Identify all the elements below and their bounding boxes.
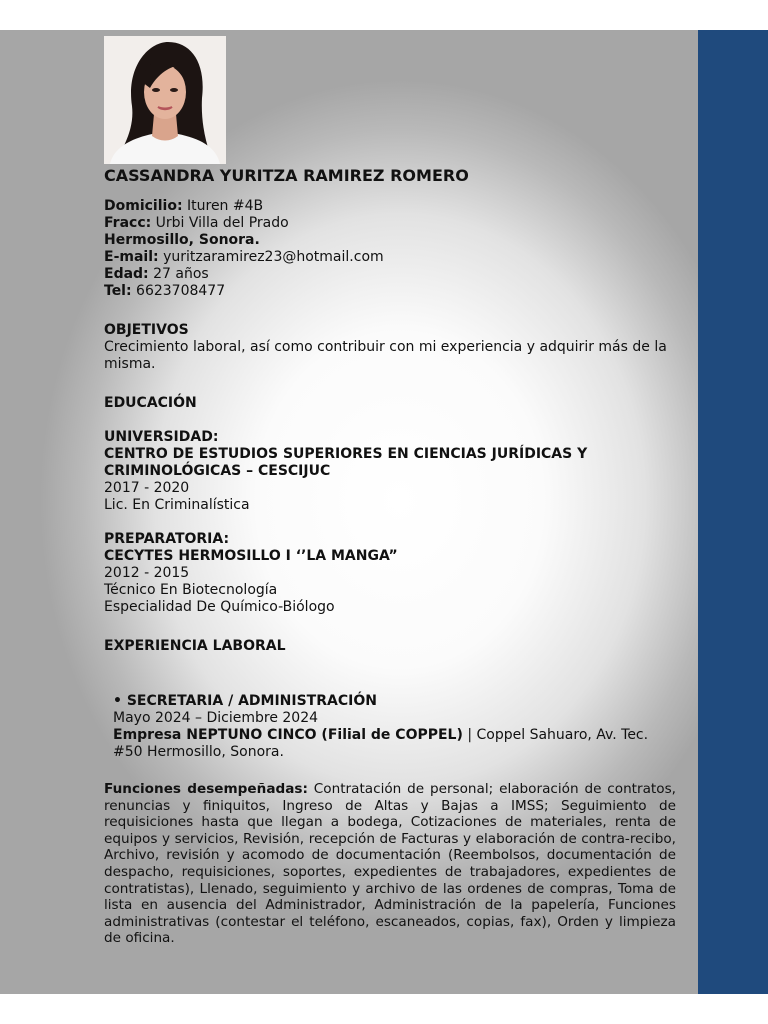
highschool-school: CECYTES HERMOSILLO I ‘’LA MANGA” (104, 548, 398, 564)
university-block (104, 429, 676, 514)
university-years: 2017 - 2020 (104, 480, 190, 496)
profile-photo-illustration (104, 36, 226, 164)
profile-photo (104, 36, 226, 164)
fracc-label: Fracc: (104, 215, 152, 231)
highschool-specialty: Especialidad De Químico-Biólogo (104, 599, 335, 615)
job-duties-label: Funciones desempeñadas: (104, 781, 308, 797)
job-period: Mayo 2024 – Diciembre 2024 (113, 710, 319, 726)
experience-heading: EXPERIENCIA LABORAL (104, 638, 286, 654)
candidate-name: CASSANDRA YURITZA RAMIREZ ROMERO (104, 166, 469, 185)
highschool-years: 2012 - 2015 (104, 565, 190, 581)
objectives-text: Crecimiento laboral, así como contribuir con mi experiencia y adquirir más de la misma. (104, 339, 667, 372)
email-label: E-mail: (104, 249, 159, 265)
phone-label: Tel: (104, 283, 132, 299)
objectives-heading: OBJETIVOS (104, 322, 189, 338)
accent-side-bar (698, 30, 768, 994)
age-label: Edad: (104, 266, 149, 282)
address-label: Domicilio: (104, 198, 183, 214)
resume-content (104, 166, 676, 947)
job-duties-text: Contratación de personal; elaboración de contratos, renuncias y finiquitos, Ingreso de Altas y Bajas a IMSS; Seguimiento de requisiciones hasta que llegan a bodega, Cotizaciones de materiales, renta de equipos y servicios, Revisión, recepción de Facturas y elaboración de contra-recibo, Archivo, revisión y acomodo de documentación (Reembolsos, documentación de despacho, requisiciones, soportes, expedientes de trabajadores, expedientes de contratistas), Llenado, seguimiento y archivo de las ordenes de compras, Toma de lista en ausencia del Administrador, Administración de la papelería, Funciones administrativas (contestar el teléfono, escaneados, copias, fax), Orden y limpieza de oficina. (104, 781, 676, 947)
job-entry (104, 693, 676, 761)
university-degree: Lic. En Criminalística (104, 497, 250, 513)
education-heading: EDUCACIÓN (104, 395, 197, 411)
job-company-line (113, 727, 676, 761)
age-value: 27 años (153, 266, 209, 282)
email-value: yuritzaramirez23@hotmail.com (163, 249, 384, 265)
fracc-value: Urbi Villa del Prado (155, 215, 289, 231)
city-line: Hermosillo, Sonora. (104, 232, 260, 248)
job-duties (104, 781, 676, 947)
job-title: • SECRETARIA / ADMINISTRACIÓN (113, 693, 377, 709)
university-school: CENTRO DE ESTUDIOS SUPERIORES EN CIENCIAS JURÍDICAS Y CRIMINOLÓGICAS – CESCIJUC (104, 446, 588, 479)
address-line (104, 198, 676, 215)
phone-line (104, 283, 676, 300)
job-company: Empresa NEPTUNO CINCO (Filial de COPPEL) (113, 727, 463, 743)
highschool-label: PREPARATORIA: (104, 531, 230, 547)
university-label: UNIVERSIDAD: (104, 429, 219, 445)
job-separator: | (467, 727, 473, 743)
address-value: Ituren #4B (187, 198, 264, 214)
phone-value: 6623708477 (136, 283, 226, 299)
fracc-line (104, 215, 676, 232)
highschool-degree: Técnico En Biotecnología (104, 582, 278, 598)
highschool-block (104, 531, 676, 616)
email-line (104, 249, 676, 266)
contact-info (104, 198, 676, 300)
age-line (104, 266, 676, 283)
job-location: Coppel Sahuaro, Av. Tec. #50 Hermosillo, Sonora. (113, 727, 649, 760)
